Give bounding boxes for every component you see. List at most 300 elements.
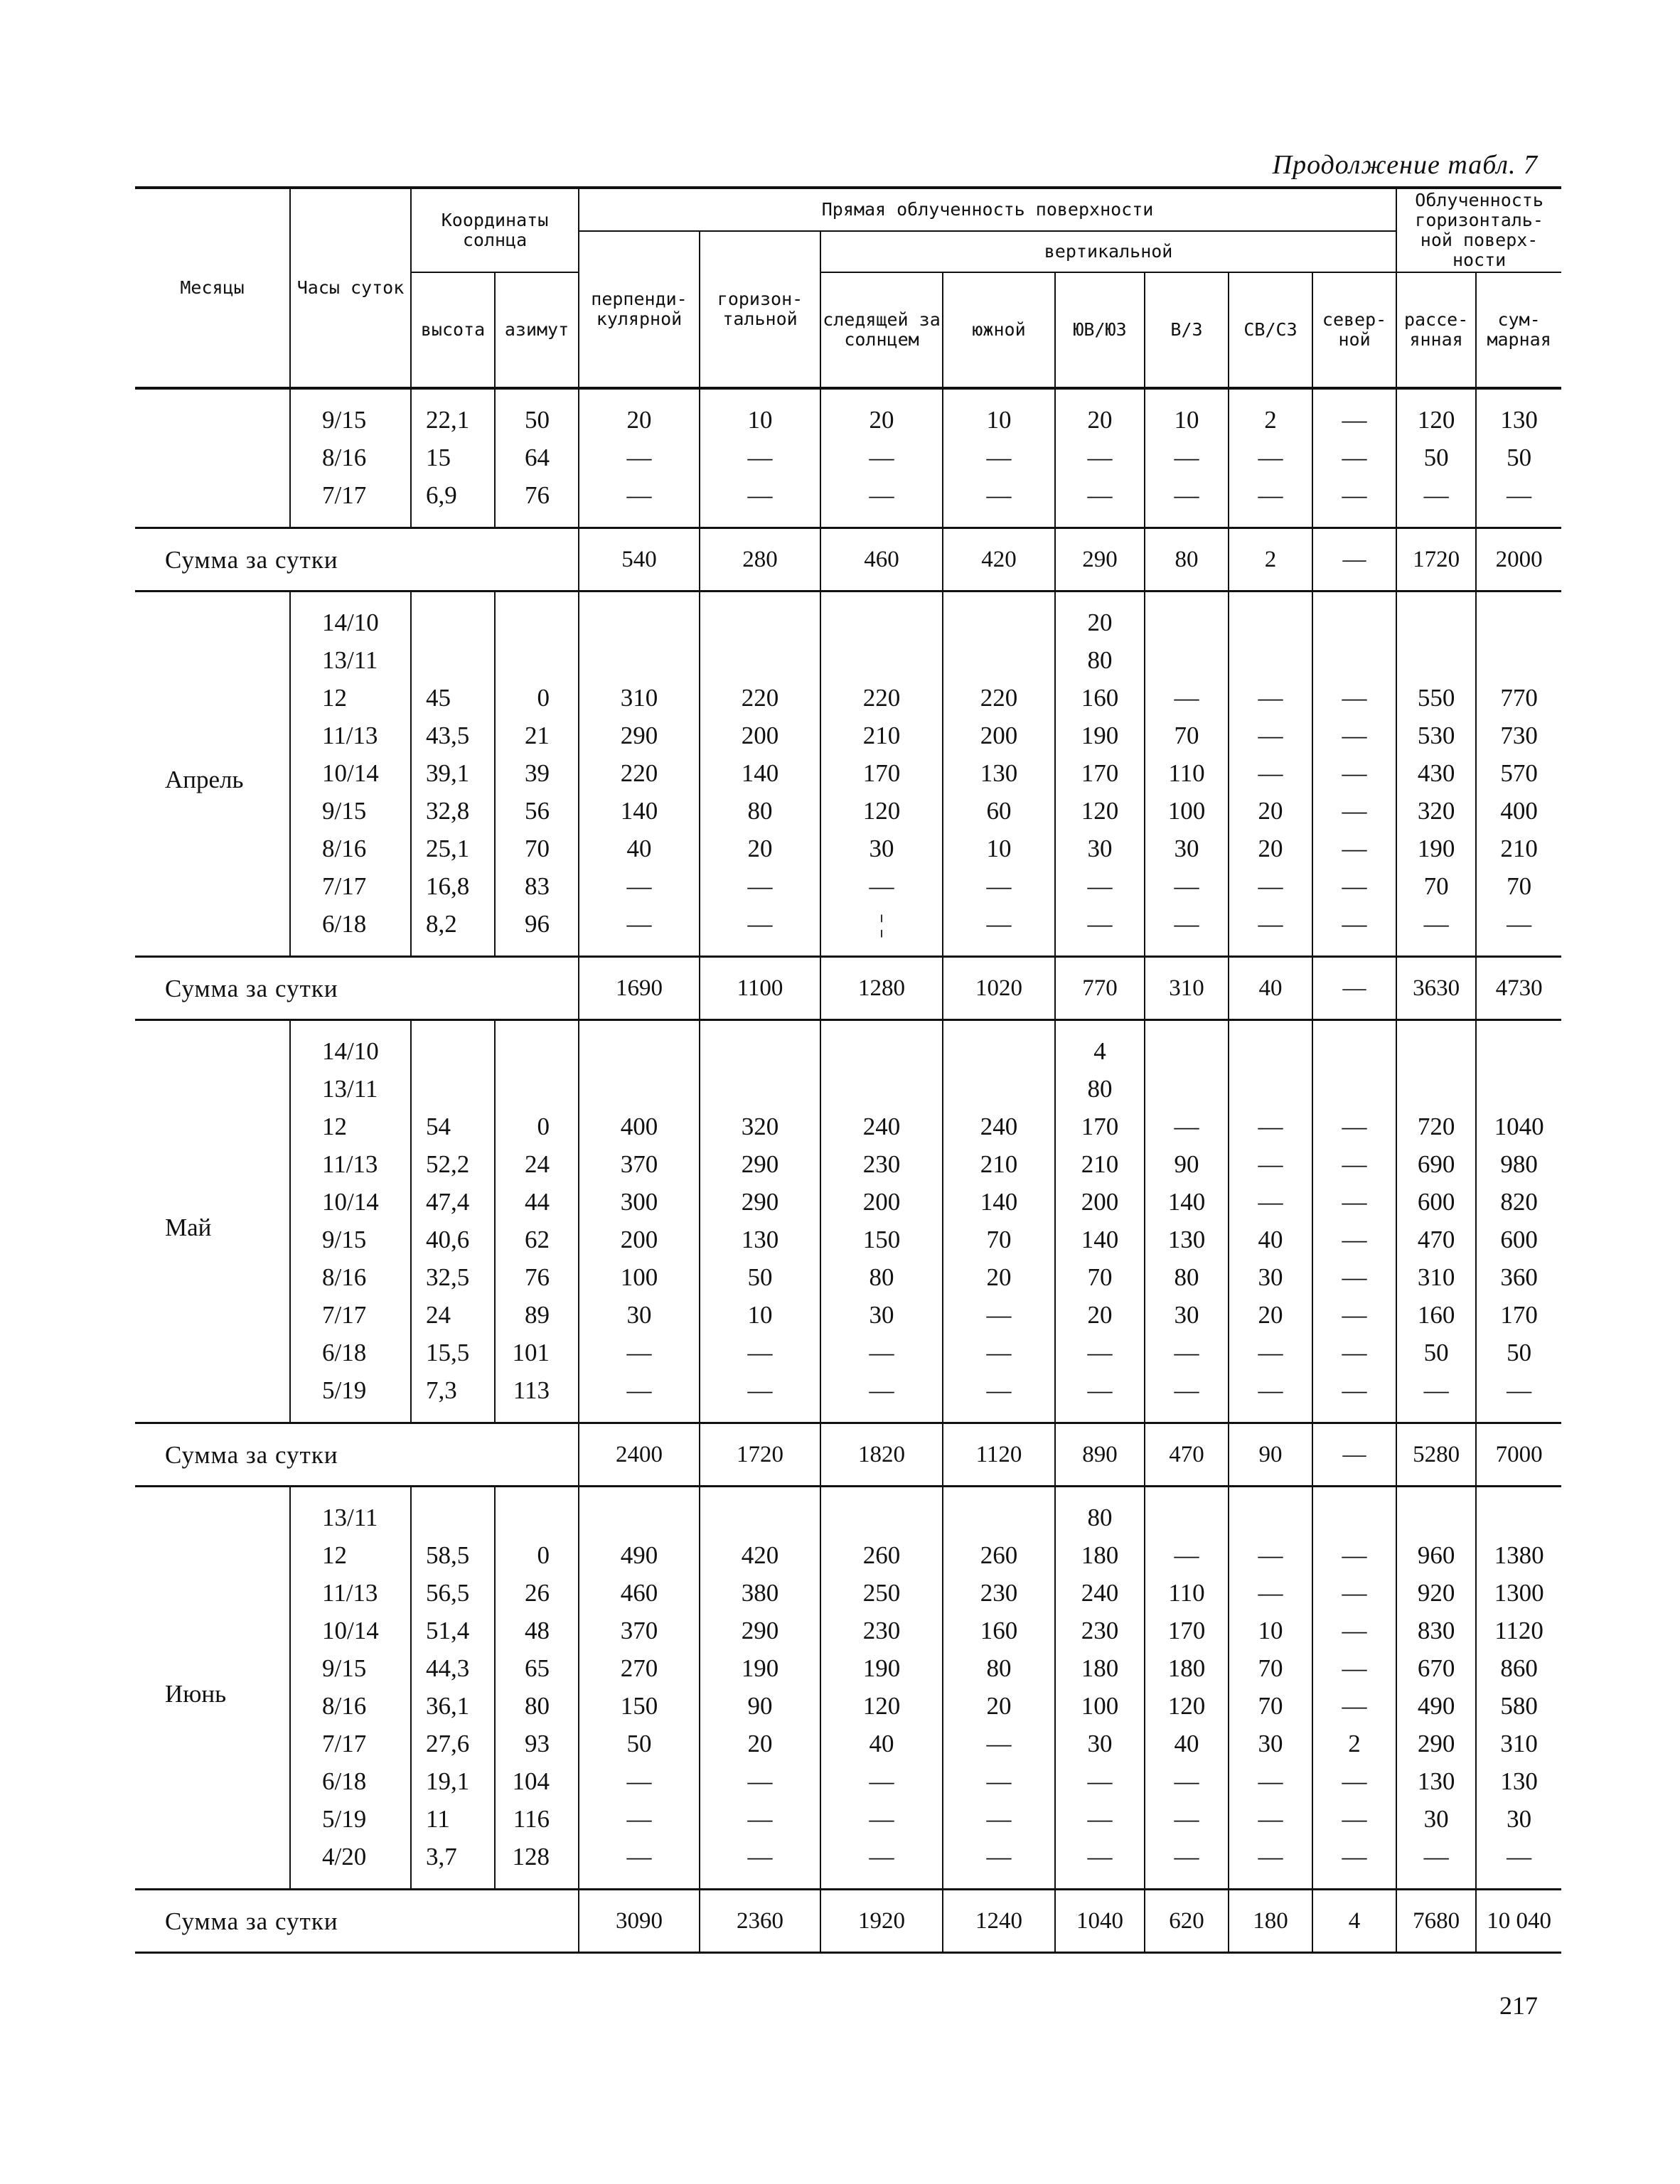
sum-cell: 80 [1145, 528, 1229, 592]
table-cell: 310 [1476, 1725, 1561, 1762]
table-cell: 230 [820, 1612, 943, 1649]
table-cell: 44,3 [411, 1649, 495, 1687]
header-months: Месяцы [135, 188, 290, 388]
table-cell: — [1229, 1574, 1312, 1612]
table-cell [820, 1020, 943, 1071]
table-cell: — [1312, 679, 1396, 717]
table-cell: 89 [495, 1296, 579, 1334]
table-cell [943, 1070, 1055, 1108]
table-cell: 160 [943, 1612, 1055, 1649]
table-cell: 1380 [1476, 1536, 1561, 1574]
table-cell: — [1312, 754, 1396, 792]
header-azimuth: азимут [495, 272, 579, 388]
table-cell [495, 1487, 579, 1537]
table-cell: — [943, 439, 1055, 476]
table-cell: 80 [700, 792, 820, 830]
sum-row [135, 1423, 1561, 1487]
table-cell: 290 [579, 717, 700, 754]
table-row [135, 717, 1561, 754]
table-cell: 20 [1055, 592, 1145, 642]
table-cell: 400 [1476, 792, 1561, 830]
table-cell: 13/11 [290, 641, 411, 679]
table-row [135, 1020, 1561, 1071]
sum-label: Сумма за сутки [135, 957, 579, 1020]
sum-cell: 4 [1312, 1890, 1396, 1953]
table-cell [1396, 1020, 1476, 1071]
table-cell: 45 [411, 679, 495, 717]
table-cell [1476, 641, 1561, 679]
table-cell [1229, 1487, 1312, 1537]
irradiance-table [135, 186, 1561, 1954]
table-cell: 180 [1055, 1536, 1145, 1574]
sum-cell: 1020 [943, 957, 1055, 1020]
table-cell: 230 [820, 1145, 943, 1183]
table-cell: 39,1 [411, 754, 495, 792]
table-cell: — [820, 1334, 943, 1371]
table-row [135, 679, 1561, 717]
table-cell: 24 [411, 1296, 495, 1334]
table-cell [1396, 1070, 1476, 1108]
table-cell [1229, 641, 1312, 679]
sum-cell: 5280 [1396, 1423, 1476, 1487]
header-vertical: вертикальной [820, 231, 1396, 272]
sum-cell: 3630 [1396, 957, 1476, 1020]
table-cell: 6,9 [411, 476, 495, 528]
table-cell: — [1312, 1800, 1396, 1838]
table-cell: 62 [495, 1221, 579, 1258]
table-cell: 490 [579, 1536, 700, 1574]
table-cell: 26 [495, 1574, 579, 1612]
table-cell: 20 [1055, 388, 1145, 439]
table-cell: 5/19 [290, 1371, 411, 1423]
table-cell: 50 [579, 1725, 700, 1762]
table-cell: 15,5 [411, 1334, 495, 1371]
table-cell: — [1229, 1108, 1312, 1145]
sum-cell: 1100 [700, 957, 820, 1020]
sum-cell: 890 [1055, 1423, 1145, 1487]
table-cell: — [820, 1371, 943, 1423]
table-cell: 4/20 [290, 1838, 411, 1890]
sum-cell: 620 [1145, 1890, 1229, 1953]
table-cell: 11/13 [290, 1145, 411, 1183]
table-cell: 30 [1396, 1800, 1476, 1838]
table-cell: 570 [1476, 754, 1561, 792]
table-cell: 20 [1055, 1296, 1145, 1334]
table-cell: — [1145, 1371, 1229, 1423]
table-cell: 100 [1145, 792, 1229, 830]
table-cell: — [943, 1762, 1055, 1800]
table-cell: 1040 [1476, 1108, 1561, 1145]
table-cell: 370 [579, 1145, 700, 1183]
table-cell: 290 [700, 1183, 820, 1221]
table-cell: 300 [579, 1183, 700, 1221]
header-horizontal-irradiance: Облученность горизонталь- ной поверх- ности [1396, 188, 1561, 272]
table-cell: 20 [700, 1725, 820, 1762]
table-cell: 8/16 [290, 1687, 411, 1725]
table-cell: — [579, 1371, 700, 1423]
header-se-sw: ЮВ/ЮЗ [1055, 272, 1145, 388]
table-cell: — [1229, 1838, 1312, 1890]
table-cell: 9/15 [290, 388, 411, 439]
table-cell: 10 [943, 830, 1055, 867]
table-row [135, 754, 1561, 792]
table-cell [579, 1487, 700, 1537]
table-cell [495, 1070, 579, 1108]
table-cell: — [1229, 476, 1312, 528]
table-cell: — [943, 1334, 1055, 1371]
table-cell: — [1312, 1145, 1396, 1183]
table-cell: 310 [579, 679, 700, 717]
month-cell: Июнь [165, 1679, 227, 1708]
table-cell: — [1055, 905, 1145, 957]
table-cell: — [700, 1762, 820, 1800]
table-cell: — [1229, 439, 1312, 476]
table-cell: 7/17 [290, 476, 411, 528]
table-cell: 50 [495, 388, 579, 439]
table-cell: — [1312, 717, 1396, 754]
table-cell: 220 [820, 679, 943, 717]
table-cell: 2 [1312, 1725, 1396, 1762]
table-cell: 7,3 [411, 1371, 495, 1423]
sum-cell: 1240 [943, 1890, 1055, 1953]
table-cell [1476, 592, 1561, 642]
table-cell: — [943, 905, 1055, 957]
table-cell [943, 1020, 1055, 1071]
table-cell: — [1229, 1762, 1312, 1800]
table-cell: — [1476, 905, 1561, 957]
table-cell [700, 1487, 820, 1537]
table-cell [1312, 1020, 1396, 1071]
table-cell: — [1055, 439, 1145, 476]
table-cell: — [1312, 1296, 1396, 1334]
month-cell: Апрель [165, 766, 244, 793]
table-cell: 20 [943, 1258, 1055, 1296]
table-cell: 30 [1055, 830, 1145, 867]
table-cell: 8,2 [411, 905, 495, 957]
table-cell: — [1396, 1371, 1476, 1423]
sum-cell: — [1312, 957, 1396, 1020]
table-cell: 580 [1476, 1687, 1561, 1725]
sum-cell: 1040 [1055, 1890, 1145, 1953]
table-cell: 8/16 [290, 1258, 411, 1296]
table-cell: — [700, 1800, 820, 1838]
table-cell: 32,8 [411, 792, 495, 830]
table-cell: — [1229, 1371, 1312, 1423]
table-cell: 30 [820, 1296, 943, 1334]
table-row [135, 1371, 1561, 1423]
sum-cell: — [1312, 528, 1396, 592]
table-row [135, 1258, 1561, 1296]
table-cell: 10 [1145, 388, 1229, 439]
table-row [135, 905, 1561, 957]
table-cell: — [1312, 1762, 1396, 1800]
table-cell: — [943, 867, 1055, 905]
table-row [135, 1221, 1561, 1258]
table-cell: 70 [1055, 1258, 1145, 1296]
table-cell: 190 [1055, 717, 1145, 754]
table-cell: — [820, 476, 943, 528]
table-cell: 960 [1396, 1536, 1476, 1574]
table-cell: — [579, 1762, 700, 1800]
table-cell: 12 [290, 1536, 411, 1574]
table-cell: 110 [1145, 1574, 1229, 1612]
table-cell: 490 [1396, 1687, 1476, 1725]
table-cell: 670 [1396, 1649, 1476, 1687]
table-cell: 770 [1476, 679, 1561, 717]
table-cell [495, 641, 579, 679]
table-cell [495, 592, 579, 642]
table-cell: 30 [1145, 830, 1229, 867]
table-cell [579, 1020, 700, 1071]
table-cell: 240 [1055, 1574, 1145, 1612]
header-sun-coords: Координаты солнца [411, 188, 579, 272]
table-cell: 200 [820, 1183, 943, 1221]
table-cell: 70 [1476, 867, 1561, 905]
table-cell: 22,1 [411, 388, 495, 439]
table-cell: 20 [1229, 830, 1312, 867]
table-cell: — [579, 1334, 700, 1371]
table-cell: 13/11 [290, 1487, 411, 1537]
table-cell: 200 [1055, 1183, 1145, 1221]
table-row [135, 388, 1561, 439]
table-cell: 260 [943, 1536, 1055, 1574]
table-cell: 130 [1145, 1221, 1229, 1258]
table-cell: 20 [1229, 792, 1312, 830]
table-cell: — [1229, 754, 1312, 792]
sum-cell: 1280 [820, 957, 943, 1020]
table-cell: 8/16 [290, 439, 411, 476]
table-cell: — [1145, 1838, 1229, 1890]
table-cell: — [1055, 1800, 1145, 1838]
table-row [135, 1536, 1561, 1574]
table-cell: 190 [820, 1649, 943, 1687]
table-cell: — [700, 1838, 820, 1890]
table-cell: 30 [1055, 1725, 1145, 1762]
table-cell [1396, 1487, 1476, 1537]
sum-cell: 2400 [579, 1423, 700, 1487]
table-cell [1145, 592, 1229, 642]
table-cell: 11/13 [290, 717, 411, 754]
table-cell: — [1312, 1371, 1396, 1423]
sum-cell: 7680 [1396, 1890, 1476, 1953]
sum-cell: 420 [943, 528, 1055, 592]
table-cell: — [1145, 1762, 1229, 1800]
table-cell: 0 [495, 1536, 579, 1574]
sum-cell: 1920 [820, 1890, 943, 1953]
table-cell: 10/14 [290, 1612, 411, 1649]
table-cell: 11 [411, 1800, 495, 1838]
table-cell: 250 [820, 1574, 943, 1612]
table-cell [495, 1020, 579, 1071]
table-cell: — [1229, 679, 1312, 717]
table-row [135, 476, 1561, 528]
table-cell: 120 [1396, 388, 1476, 439]
table-cell: — [1055, 867, 1145, 905]
table-cell: — [1055, 1838, 1145, 1890]
table-cell [700, 1070, 820, 1108]
table-cell: — [943, 1800, 1055, 1838]
sum-cell: 2 [1229, 528, 1312, 592]
table-cell [1145, 1070, 1229, 1108]
table-cell: 2 [1229, 388, 1312, 439]
table-cell: 70 [943, 1221, 1055, 1258]
table-cell: 150 [579, 1687, 700, 1725]
table-cell: 920 [1396, 1574, 1476, 1612]
table-cell: 50 [1396, 439, 1476, 476]
table-cell: 130 [943, 754, 1055, 792]
table-cell: — [1312, 905, 1396, 957]
table-cell: — [579, 1800, 700, 1838]
table-caption: Продолжение табл. 7 [1272, 150, 1538, 180]
table-cell [820, 1070, 943, 1108]
table-cell: 160 [1396, 1296, 1476, 1334]
table-cell: 260 [820, 1536, 943, 1574]
table-cell: 12 [290, 679, 411, 717]
table-cell: — [1312, 1258, 1396, 1296]
table-cell: 116 [495, 1800, 579, 1838]
table-cell: 320 [700, 1108, 820, 1145]
table-cell: 80 [495, 1687, 579, 1725]
table-cell: 230 [943, 1574, 1055, 1612]
table-cell [411, 1487, 495, 1537]
sum-label: Сумма за сутки [135, 1890, 579, 1953]
table-cell: 70 [1145, 717, 1229, 754]
sum-cell: 1720 [700, 1423, 820, 1487]
table-row [135, 1070, 1561, 1108]
table-cell [820, 592, 943, 642]
header-altitude: высота [411, 272, 495, 388]
table-cell: — [1312, 1221, 1396, 1258]
table-cell: 120 [1145, 1687, 1229, 1725]
table-cell: 170 [1476, 1296, 1561, 1334]
table-cell: 10/14 [290, 1183, 411, 1221]
table-row [135, 1800, 1561, 1838]
table-cell: 52,2 [411, 1145, 495, 1183]
table-cell [411, 592, 495, 642]
table-cell: 600 [1396, 1183, 1476, 1221]
table-cell: — [820, 1800, 943, 1838]
table-cell [1476, 1487, 1561, 1537]
table-cell: — [700, 476, 820, 528]
table-cell: 190 [1396, 830, 1476, 867]
table-cell: — [1145, 1800, 1229, 1838]
table-cell: 10 [1229, 1612, 1312, 1649]
table-cell: 720 [1396, 1108, 1476, 1145]
table-row [135, 592, 1561, 642]
table-cell [1476, 1020, 1561, 1071]
table-cell: 170 [1055, 754, 1145, 792]
table-cell: 32,5 [411, 1258, 495, 1296]
table-cell: 39 [495, 754, 579, 792]
table-row [135, 792, 1561, 830]
table-cell: — [1312, 439, 1396, 476]
table-cell: — [1145, 1536, 1229, 1574]
table-cell: — [943, 1371, 1055, 1423]
table-cell: 380 [700, 1574, 820, 1612]
sum-cell: 40 [1229, 957, 1312, 1020]
table-cell: ¦ [820, 905, 943, 957]
table-cell [1312, 1487, 1396, 1537]
table-row [135, 1612, 1561, 1649]
table-cell: 43,5 [411, 717, 495, 754]
table-cell: 50 [1476, 439, 1561, 476]
sum-cell: 280 [700, 528, 820, 592]
table-row [135, 1334, 1561, 1371]
table-cell: — [1055, 476, 1145, 528]
table-cell: 6/18 [290, 905, 411, 957]
table-cell: 290 [700, 1145, 820, 1183]
table-cell: 120 [1055, 792, 1145, 830]
table-cell: 93 [495, 1725, 579, 1762]
table-cell [1476, 1070, 1561, 1108]
table-cell [411, 641, 495, 679]
table-cell: 150 [820, 1221, 943, 1258]
table-cell: 101 [495, 1334, 579, 1371]
table-cell: — [1229, 1145, 1312, 1183]
table-row [135, 830, 1561, 867]
table-cell: — [1145, 476, 1229, 528]
table-cell: 140 [700, 754, 820, 792]
table-cell: 200 [579, 1221, 700, 1258]
table-cell: — [1312, 867, 1396, 905]
table-cell: 140 [943, 1183, 1055, 1221]
table-cell: 14/10 [290, 592, 411, 642]
table-cell: 3,7 [411, 1838, 495, 1890]
table-cell [820, 1487, 943, 1537]
page-number: 217 [1499, 1991, 1538, 2020]
table-cell: — [1055, 1762, 1145, 1800]
table-cell: 80 [1055, 1070, 1145, 1108]
table-body [135, 388, 1561, 1953]
table-cell: 48 [495, 1612, 579, 1649]
table-cell: 100 [579, 1258, 700, 1296]
table-cell: 180 [1145, 1649, 1229, 1687]
table-row [135, 1487, 1561, 1537]
table-row [135, 1649, 1561, 1687]
table-cell: — [579, 1838, 700, 1890]
table-cell: 140 [1055, 1221, 1145, 1258]
table-cell: 16,8 [411, 867, 495, 905]
table-cell: — [1476, 1838, 1561, 1890]
sum-cell: 2000 [1476, 528, 1561, 592]
table-cell: 13/11 [290, 1070, 411, 1108]
table-cell: 220 [579, 754, 700, 792]
table-cell: 860 [1476, 1649, 1561, 1687]
table-cell: 6/18 [290, 1334, 411, 1371]
table-cell: 15 [411, 439, 495, 476]
table-cell: 130 [1476, 388, 1561, 439]
table-cell: 24 [495, 1145, 579, 1183]
table-cell: 50 [1476, 1334, 1561, 1371]
table-cell [1229, 592, 1312, 642]
sum-cell: 470 [1145, 1423, 1229, 1487]
table-cell: 76 [495, 1258, 579, 1296]
table-cell [700, 641, 820, 679]
sum-cell: 2360 [700, 1890, 820, 1953]
table-cell: 20 [1229, 1296, 1312, 1334]
table-cell: 9/15 [290, 1221, 411, 1258]
table-cell: 170 [1145, 1612, 1229, 1649]
table-cell: — [1312, 830, 1396, 867]
table-cell: 10 [700, 1296, 820, 1334]
table-cell: 51,4 [411, 1612, 495, 1649]
table-cell [943, 641, 1055, 679]
table-cell: 30 [1229, 1258, 1312, 1296]
table-cell: 140 [579, 792, 700, 830]
table-cell: — [943, 1296, 1055, 1334]
sum-cell: 4730 [1476, 957, 1561, 1020]
table-cell: 470 [1396, 1221, 1476, 1258]
